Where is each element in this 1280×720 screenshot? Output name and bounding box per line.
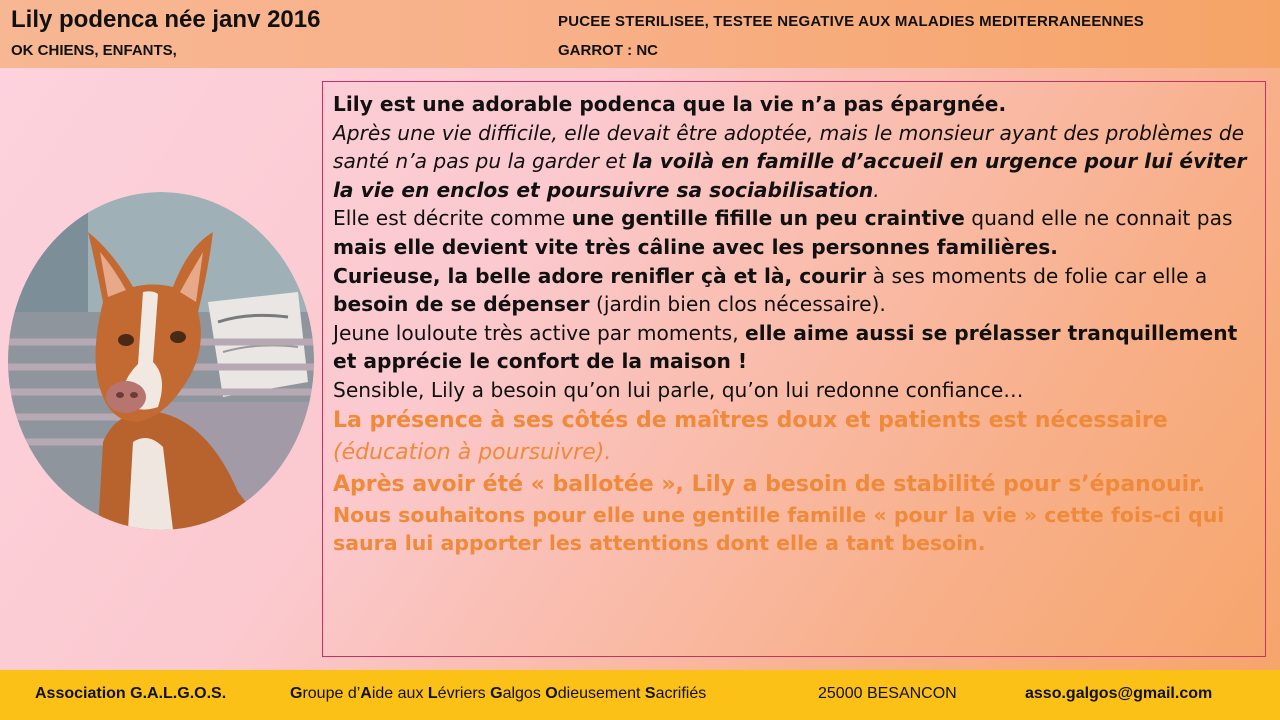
sensitivity-paragraph: Sensible, Lily a besoin qu’on lui parle, qu’on lui redonne confiance… xyxy=(333,377,1024,402)
acronym-word: roupe d’ xyxy=(302,685,361,702)
header-band xyxy=(0,0,1280,68)
intro-paragraph xyxy=(333,90,1255,119)
masters-paragraph xyxy=(333,405,1255,469)
comfort-highlight: elle aime aussi se prélasser tranquillement et apprécie le confort de la maison ! xyxy=(333,320,1238,374)
intro-text: Lily est une adorable podenca que la vie n’a pas épargnée. xyxy=(333,92,1007,116)
acronym-letter: O xyxy=(545,685,558,702)
temperament-text-2: quand elle ne connait pas xyxy=(964,206,1233,231)
activity-text-1: à ses moments de folie car elle a xyxy=(866,263,1208,288)
compatibility-info: OK CHIENS, ENFANTS, xyxy=(11,42,177,59)
page-title: Lily podenca née janv 2016 xyxy=(11,6,321,33)
acronym-letter: G xyxy=(490,685,503,702)
garrot-info: GARROT : NC xyxy=(558,42,658,59)
activity-highlight-2: besoin de se dépenser xyxy=(333,292,590,317)
acronym-letter: A xyxy=(360,685,372,702)
footer-band xyxy=(0,670,1280,720)
history-end: . xyxy=(873,177,880,202)
stability-paragraph: Après avoir été « ballotée », Lily a besoin de stabilité pour s’épanouir. xyxy=(333,471,1206,497)
activity-highlight-1: Curieuse, la belle adore renifler çà et là, courir xyxy=(333,263,867,288)
history-text: Après une vie difficile, elle devait être adoptée, mais le monsieur ayant des problèmes de santé n’a pas pu la garder et xyxy=(333,120,1245,174)
association-city: 25000 BESANCON xyxy=(818,685,957,702)
masters-highlight: La présence à ses côtés de maîtres doux et patients est nécessaire xyxy=(333,407,1168,433)
temperament-paragraph xyxy=(333,204,1255,261)
association-fullname xyxy=(290,685,706,703)
health-info: PUCEE STERILISEE, TESTEE NEGATIVE AUX MALADIES MEDITERRANEENNES xyxy=(558,13,1145,30)
acronym-word: dieusement xyxy=(557,685,645,702)
activity-text-2: (jardin bien clos nécessaire). xyxy=(589,292,886,317)
activity-paragraph xyxy=(333,262,1255,319)
acronym-word: évriers xyxy=(437,685,491,702)
comfort-text: Jeune louloute très active par moments, xyxy=(333,320,746,345)
acronym-letter: S xyxy=(644,685,656,702)
masters-note: (éducation à poursuivre). xyxy=(333,439,612,465)
acronym-word: algos xyxy=(502,685,546,702)
contact-email[interactable]: asso.galgos@gmail.com xyxy=(1025,685,1213,702)
wish-paragraph: Nous souhaitons pour elle une gentille famille « pour la vie » cette fois-ci qui saura lui apporter les attentions dont elle a tant besoin. xyxy=(333,502,1225,556)
history-highlight: la voilà en famille d’accueil en urgence pour lui éviter la vie en enclos et poursuivre sa sociabilisation xyxy=(333,149,1247,202)
acronym-letter: G xyxy=(290,685,303,702)
acronym-word: ide aux xyxy=(371,685,428,702)
temperament-text-1: Elle est décrite comme xyxy=(333,206,572,231)
dog-photo xyxy=(8,192,314,530)
temperament-highlight-2: mais elle devient vite très câline avec les personnes familières. xyxy=(333,234,1058,259)
acronym-word: acrifiés xyxy=(655,685,707,702)
acronym-letter: L xyxy=(427,685,438,702)
temperament-highlight-1: une gentille fifille un peu craintive xyxy=(571,206,965,231)
history-paragraph xyxy=(333,119,1255,205)
description-box xyxy=(322,81,1266,657)
association-name: Association G.A.L.G.O.S. xyxy=(35,685,227,702)
comfort-paragraph xyxy=(333,319,1255,376)
